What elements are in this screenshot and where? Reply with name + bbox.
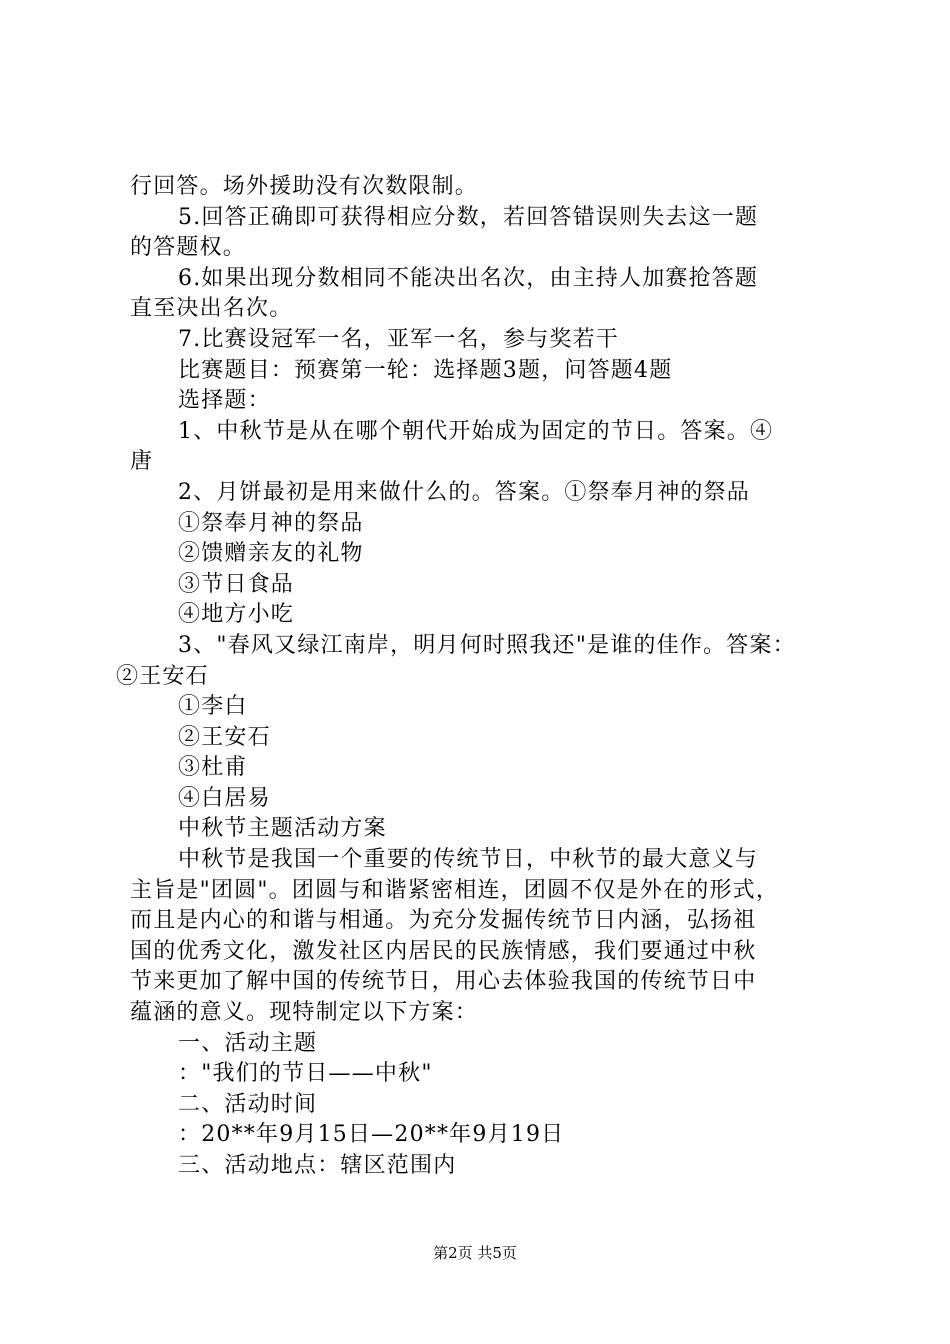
text-line: ①祭奉月神的祭品 <box>178 510 364 536</box>
text-line: 直至决出名次。 <box>130 296 293 322</box>
text-line: 唐 <box>130 449 154 475</box>
text-line: 7.比赛设冠军一名，亚军一名，参与奖若干 <box>178 326 619 352</box>
text-line: ③节日食品 <box>178 571 295 597</box>
text-line: ②王安石 <box>178 724 271 750</box>
page-footer: 第2页 共5页 <box>433 1244 517 1262</box>
text-line: 而且是内心的和谐与相通。为充分发掘传统节日内涵，弘扬祖 <box>130 908 757 934</box>
text-line: 6.如果出现分数相同不能决出名次，由主持人加赛抢答题 <box>178 265 759 291</box>
text-line: 二、活动时间 <box>178 1091 318 1117</box>
text-line: 中秋节是我国一个重要的传统节日，中秋节的最大意义与 <box>178 847 759 873</box>
document-body <box>116 172 840 1182</box>
text-line: ③杜甫 <box>178 755 248 781</box>
text-line: 选择题： <box>178 388 271 414</box>
text-line: ①李白 <box>178 694 248 720</box>
text-line: 的答题权。 <box>130 235 247 261</box>
text-line: ②王安石 <box>116 663 209 689</box>
text-line: 主旨是"团圆"。团圆与和谐紧密相连，团圆不仅是外在的形式， <box>130 877 780 903</box>
text-line: 节来更加了解中国的传统节日，用心去体验我国的传统节日中 <box>130 969 757 995</box>
text-line: 一、活动主题 <box>178 1030 318 1056</box>
text-line: 2、月饼最初是用来做什么的。答案。①祭奉月神的祭品 <box>178 479 750 505</box>
text-line: 5.回答正确即可获得相应分数，若回答错误则失去这一题 <box>178 204 759 230</box>
text-line: 蕴涵的意义。现特制定以下方案： <box>130 1000 479 1026</box>
text-line: ：20**年9月15日—20**年9月19日 <box>178 1122 565 1148</box>
text-line: 行回答。场外援助没有次数限制。 <box>130 174 479 199</box>
text-line: 1、中秋节是从在哪个朝代开始成为固定的节日。答案。④ <box>178 418 774 444</box>
text-line: ②馈赠亲友的礼物 <box>178 541 364 567</box>
text-line: 比赛题目：预赛第一轮：选择题3题，问答题4题 <box>178 357 673 383</box>
text-line: ："我们的节日——中秋" <box>178 1061 433 1087</box>
text-line: ④地方小吃 <box>178 602 295 628</box>
text-line: ④白居易 <box>178 785 271 811</box>
text-line: 国的优秀文化，激发社区内居民的民族情感，我们要通过中秋 <box>130 938 757 964</box>
text-line: 中秋节主题活动方案 <box>178 816 387 842</box>
text-line: 3、"春风又绿江南岸，明月何时照我还"是谁的佳作。答案： <box>178 632 796 658</box>
text-line: 三、活动地点：辖区范围内 <box>178 1153 457 1178</box>
